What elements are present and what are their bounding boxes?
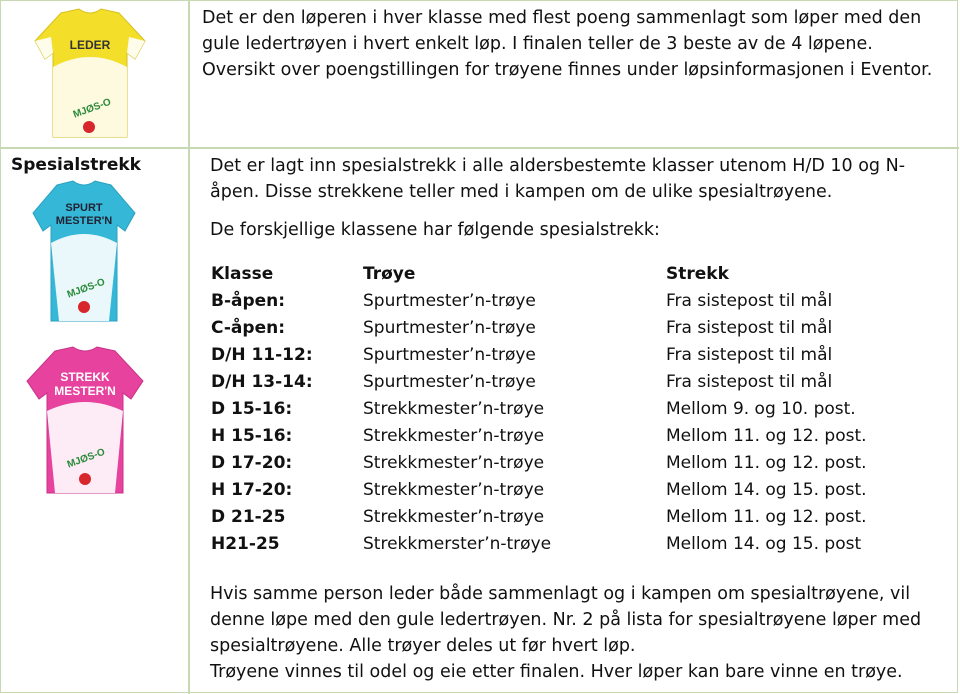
logo-text: MJØS-O (65, 446, 107, 471)
outro-text: Hvis samme person leder både sammenlagt og i kampen om spesialtrøyene, vil denne løpe med den gule ledertrøyen. Nr. 2 på lista for spesialtrøyene løper med spesialtrøyene. Alle trøyer deles ut før hvert løp. (210, 584, 922, 656)
cell-strekk: Fra sistepost til mål (666, 372, 833, 392)
table-row (211, 315, 931, 342)
cell-klasse: C-åpen: (211, 318, 285, 338)
cell-strekk: Fra sistepost til mål (666, 345, 833, 365)
table-row (211, 531, 931, 558)
cell-klasse: D/H 11-12: (211, 345, 313, 365)
leader-jersey-label: LEDER (69, 38, 111, 52)
special-row (1, 149, 959, 694)
cell-troye: Strekkmester’n-trøye (363, 507, 545, 527)
cell-strekk: Fra sistepost til mål (666, 318, 833, 338)
special-text-cell (190, 149, 959, 694)
cell-strekk: Mellom 11. og 12. post. (666, 426, 867, 446)
table-row (211, 477, 931, 504)
cell-klasse: H21-25 (211, 534, 280, 554)
cell-troye: Spurtmester’n-trøye (363, 318, 536, 338)
header-troye: Trøye (363, 264, 416, 284)
cell-troye: Strekkmester’n-trøye (363, 480, 545, 500)
table-row (211, 504, 931, 531)
leader-row (1, 1, 959, 149)
cell-klasse: D/H 13-14: (211, 372, 313, 392)
table-row (211, 423, 931, 450)
cell-klasse: D 15-16: (211, 399, 293, 419)
leg-jersey-label-1: STREKK (60, 370, 110, 384)
special-image-cell (1, 149, 190, 694)
cell-troye: Strekkmester’n-trøye (363, 426, 545, 446)
cell-strekk: Mellom 9. og 10. post. (666, 399, 856, 419)
leader-text-cell (190, 1, 959, 147)
logo-text: MJØS-O (71, 96, 113, 121)
sprint-jersey-image (29, 179, 139, 325)
cell-klasse: H 17-20: (211, 480, 293, 500)
cell-strekk: Mellom 14. og 15. post. (666, 480, 867, 500)
table-row (211, 288, 931, 315)
cell-troye: Spurtmester’n-trøye (363, 291, 536, 311)
cell-strekk: Mellom 14. og 15. post (666, 534, 862, 554)
header-strekk: Strekk (666, 264, 729, 284)
sprint-jersey-label-1: SPURT (65, 202, 103, 214)
leader-jersey-image (31, 7, 149, 141)
cell-strekk: Mellom 11. og 12. post. (666, 507, 867, 527)
cell-klasse: H 15-16: (211, 426, 293, 446)
section-title: Spesialstrekk (11, 155, 141, 175)
table-header (211, 261, 931, 288)
cell-troye: Strekkmerster’n-trøye (363, 534, 552, 554)
header-klasse: Klasse (211, 264, 274, 284)
cell-troye: Spurtmester’n-trøye (363, 372, 536, 392)
leg-jersey-image (23, 345, 147, 497)
cell-klasse: D 21-25 (211, 507, 286, 527)
table-row (211, 396, 931, 423)
cell-strekk: Fra sistepost til mål (666, 291, 833, 311)
cell-troye: Strekkmester’n-trøye (363, 453, 545, 473)
table-row (211, 369, 931, 396)
table-row (211, 450, 931, 477)
cell-strekk: Mellom 11. og 12. post. (666, 453, 867, 473)
special-outro (210, 581, 955, 685)
logo-text: MJØS-O (65, 276, 107, 301)
cell-troye: Strekkmester’n-trøye (363, 399, 545, 419)
leg-jersey-label-2: MESTER'N (54, 384, 116, 398)
special-lead: De forskjellige klassene har følgende spesialstrekk: (210, 220, 660, 240)
cell-klasse: B-åpen: (211, 291, 286, 311)
table-row (211, 342, 931, 369)
cell-klasse: D 17-20: (211, 453, 293, 473)
cell-troye: Spurtmester’n-trøye (363, 345, 536, 365)
leader-description: Det er den løperen i hver klasse med flest poeng sammenlagt som løper med den gule ledertrøyen i hvert enkelt løp. I finalen teller de 3 beste av de 4 løpene. Oversikt over poengstillingen for trøyene finnes under løpsinformasjonen i Eventor. (202, 8, 933, 80)
outro-text-2: Trøyene vinnes til odel og eie etter finalen. Hver løper kan bare vinne en trøye. (210, 662, 903, 682)
sprint-jersey-label-2: MESTER'N (55, 215, 113, 227)
leader-image-cell (1, 1, 190, 147)
special-intro: Det er lagt inn spesialstrekk i alle aldersbestemte klasser utenom H/D 10 og N-åpen. Disse strekkene teller med i kampen om de ulike spesialtrøyene. (210, 156, 906, 202)
